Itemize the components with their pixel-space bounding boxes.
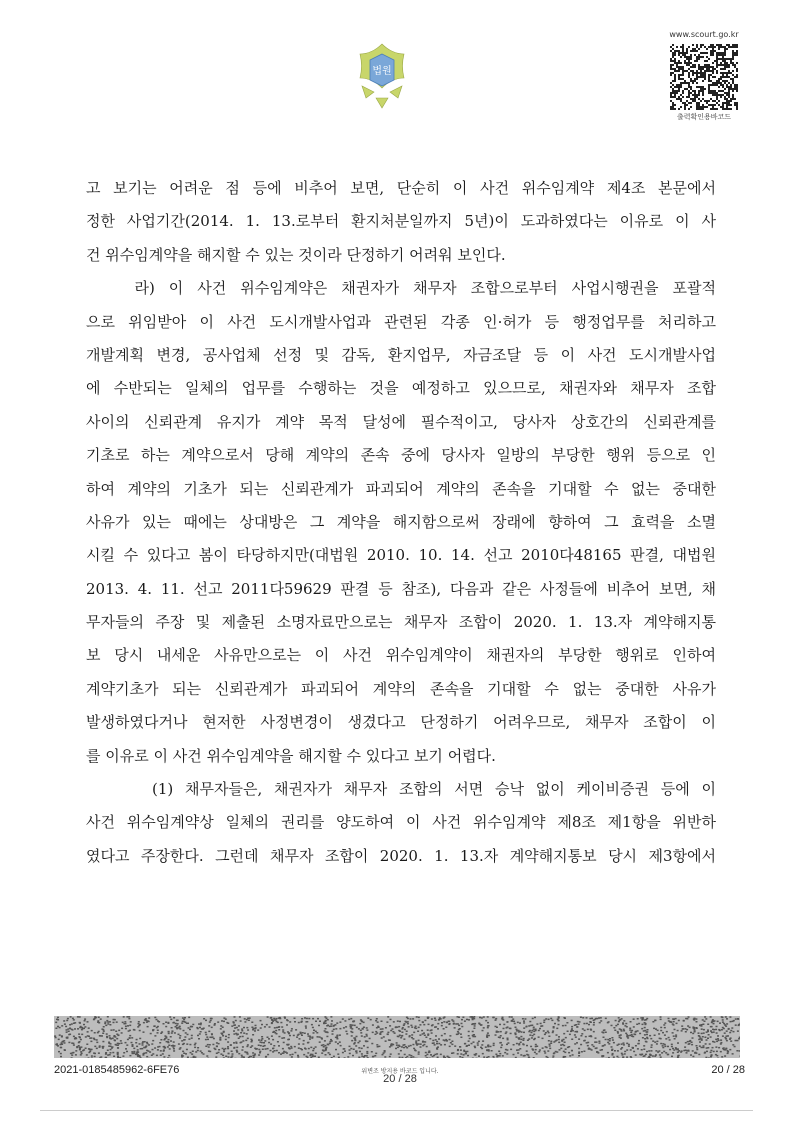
bottom-divider	[40, 1110, 753, 1111]
document-id: 2021-0185485962-6FE76	[54, 1064, 180, 1076]
qr-caption: 출력확인용바코드	[676, 113, 732, 121]
document-body	[86, 172, 716, 873]
text-line: 2013. 4. 11. 선고 2011다59629 판결 등 참조), 다음과 같은 사정들에 비추어 보면, 채	[86, 579, 716, 598]
text-line: (1) 채무자들은, 채권자가 채무자 조합의 서면 승낙 없이 케이비증권 등에 이	[86, 780, 716, 799]
text-line: 건 위수임계약을 해지할 수 있는 것이라 단정하기 어려워 보인다.	[86, 245, 506, 264]
page-number-right: 20 / 28	[711, 1064, 745, 1076]
qr-url: www.scourt.go.kr	[669, 30, 739, 39]
paragraph-1	[86, 172, 716, 272]
text-line: 개발계획 변경, 공사업체 선정 및 감독, 환지업무, 자금조달 등 이 사건 도시개발사업	[86, 345, 716, 364]
anti-forgery-barcode-strip	[54, 1016, 740, 1058]
text-line: 시킬 수 있다고 봄이 타당하지만(대법원 2010. 10. 14. 선고 2010다48165 판결, 대법원	[86, 546, 716, 565]
text-line: 무자들의 주장 및 제출된 소명자료만으로는 채무자 조합이 2020. 1. 13.자 계약해지통	[86, 613, 716, 632]
text-line: 사건 위수임계약상 일체의 권리를 양도하여 이 사건 위수임계약 제8조 제1항을 위반하	[86, 813, 716, 832]
text-line: 라) 이 사건 위수임계약은 채권자가 채무자 조합으로부터 사업시행권을 포괄적	[86, 279, 716, 298]
text-line: 에 수반되는 일체의 업무를 수행하는 것을 예정하고 있으므로, 채권자와 채무자 조합	[86, 379, 716, 398]
court-seal-logo	[352, 40, 412, 112]
text-line: 으로 위임받아 이 사건 도시개발사업과 관련된 각종 인·허가 등 행정업무를 처리하고	[86, 312, 716, 331]
text-line: 사이의 신뢰관계 유지가 계약 목적 달성에 필수적이고, 당사자 상호간의 신뢰관계를	[86, 412, 716, 431]
qr-code-icon[interactable]	[670, 44, 738, 110]
footer-note: 위변조 방지용 바코드 입니다.	[361, 1068, 439, 1075]
text-line: 하여 계약의 기초가 되는 신뢰관계가 파괴되어 계약의 존속을 기대할 수 없는 중대한	[86, 479, 716, 498]
seal-text: 법원	[372, 66, 392, 77]
text-line: 를 이유로 이 사건 위수임계약을 해지할 수 있다고 보기 어렵다.	[86, 746, 496, 765]
text-line: 고 보기는 어려운 점 등에 비추어 보면, 단순히 이 사건 위수임계약 제4조 본문에서	[86, 179, 716, 197]
text-line: 였다고 주장한다. 그런데 채무자 조합이 2020. 1. 13.자 계약해지통보 당시 제3항에서	[86, 846, 716, 865]
text-line: 사유가 있는 때에는 상대방은 그 계약을 해지함으로써 장래에 향하여 그 효력을 소멸	[86, 512, 716, 531]
text-line: 발생하였다거나 현저한 사정변경이 생겼다고 단정하기 어려우므로, 채무자 조합이 이	[86, 713, 716, 732]
text-line: 정한 사업기간(2014. 1. 13.로부터 환지처분일까지 5년)이 도과하였다는 이유로 이 사	[86, 212, 716, 231]
page-number-center: 20 / 28	[383, 1073, 417, 1085]
text-line: 보 당시 내세운 사유만으로는 이 사건 위수임계약이 채권자의 부당한 행위로 인하여	[86, 646, 716, 665]
paragraph-3	[86, 773, 716, 873]
paragraph-2	[86, 272, 716, 773]
text-line: 계약기초가 되는 신뢰관계가 파괴되어 계약의 존속을 기대할 수 없는 중대한 사유가	[86, 679, 716, 698]
text-line: 기초로 하는 계약으로서 당해 계약의 존속 중에 당사자 일방의 부당한 행위 등으로 인	[86, 446, 716, 465]
